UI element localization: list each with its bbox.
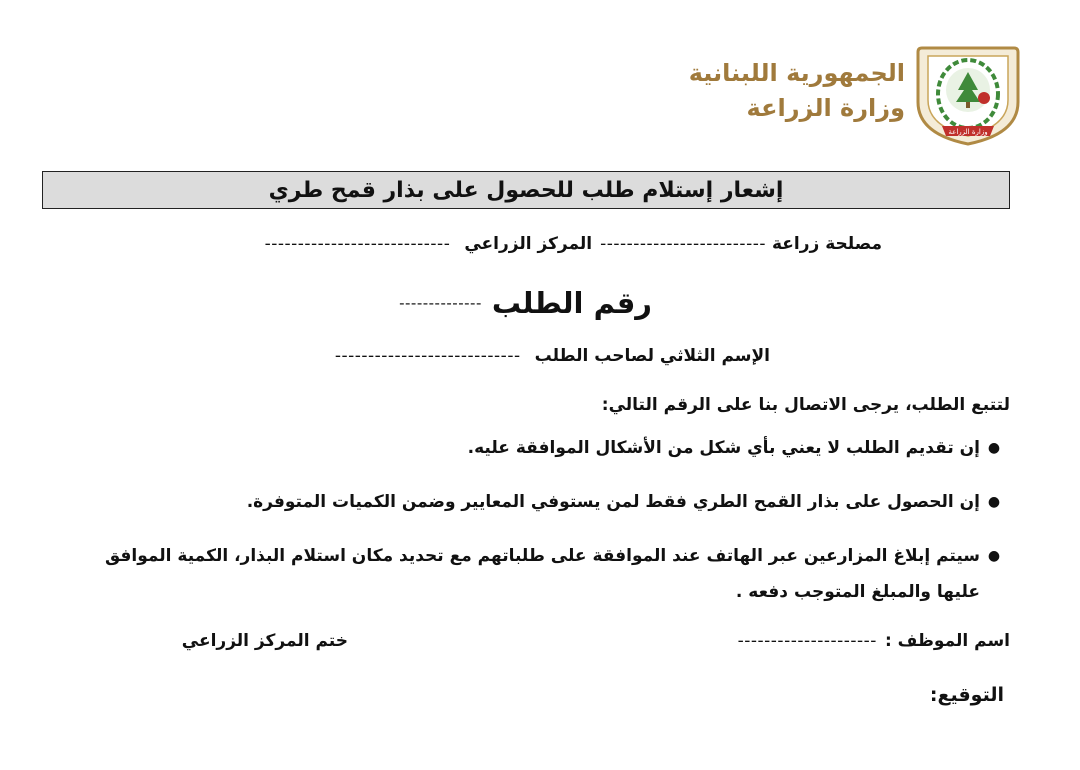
bullet-icon: ●: [987, 494, 1001, 510]
request-number-label: رقم الطلب: [491, 286, 652, 320]
request-number-blank: --------------: [399, 294, 482, 312]
bullet-icon: ●: [987, 440, 1001, 456]
applicant-row: [335, 346, 770, 366]
applicant-label: الإسم الثلاثي لصاحب الطلب: [534, 346, 770, 366]
center-label: المركز الزراعي: [464, 234, 593, 254]
list-item: ● إن الحصول على بذار القمح الطري فقط لمن يستوفي المعايير وضمن الكميات المتوفرة.: [78, 484, 1008, 520]
ministry-emblem-icon: [914, 42, 1022, 146]
list-item: ● سيتم إبلاغ المزارعين عبر الهاتف عند الموافقة على طلباتهم مع تحديد مكان استلام البذار، الكمية الموافق عليها والمبلغ المتوجب دفعه .: [78, 538, 1008, 610]
department-label: مصلحة زراعة: [771, 234, 882, 254]
document-title: إشعار إستلام طلب للحصول على بذار قمح طري: [42, 171, 1010, 209]
list-item: ● إن تقديم الطلب لا يعني بأي شكل من الأشكال الموافقة عليه.: [78, 430, 1008, 466]
department-center-row: [265, 234, 882, 254]
center-blank: ----------------------------: [264, 234, 451, 254]
applicant-blank: ----------------------------: [334, 346, 521, 366]
employee-label: اسم الموظف :: [884, 631, 1010, 651]
signature-label: التوقيع:: [929, 684, 1004, 706]
ministry-name: وزارة الزراعة: [746, 94, 905, 122]
svg-text:وزارة الزراعة: وزارة الزراعة: [948, 128, 988, 136]
stamp-label: ختم المركز الزراعي: [181, 631, 348, 651]
republic-name: الجمهورية اللبنانية: [688, 59, 905, 87]
contact-note: لتتبع الطلب، يرجى الاتصال بنا على الرقم التالي:: [601, 395, 1010, 415]
department-blank: -------------------------: [600, 234, 766, 254]
request-number-row: [399, 286, 652, 320]
employee-row: [738, 631, 1010, 651]
ministry-header: [689, 56, 905, 126]
conditions-list: [78, 430, 1008, 628]
bullet-icon: ●: [987, 548, 1001, 564]
employee-blank: ---------------------: [737, 631, 877, 651]
